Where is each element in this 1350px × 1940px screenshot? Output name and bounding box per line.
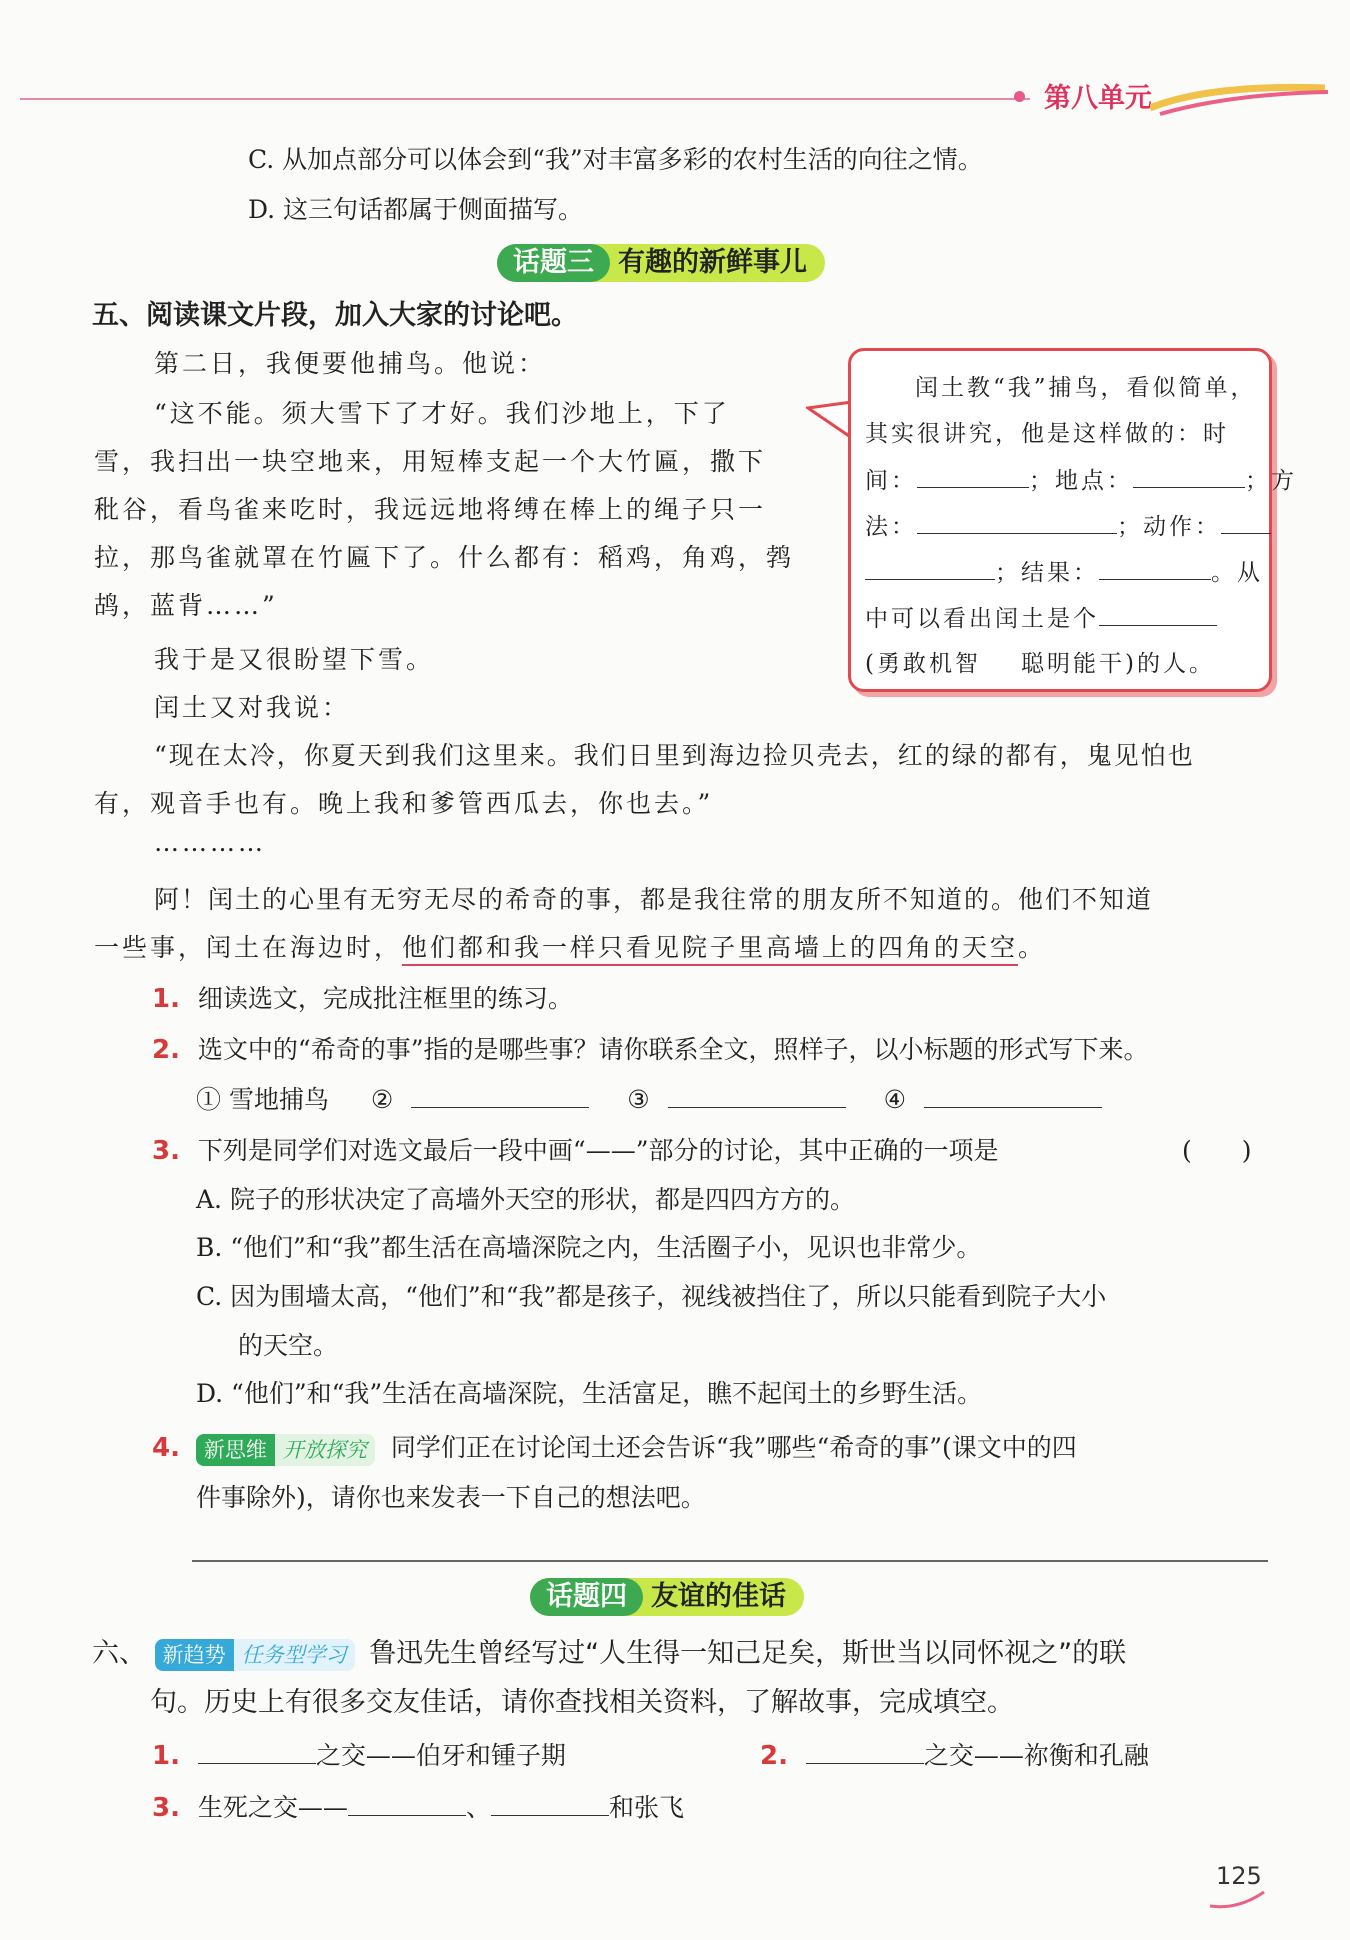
passage-line: 拉，那鸟雀就罩在竹匾下了。什么都有：稻鸡，角鸡，鹁: [94, 543, 795, 572]
section6-badge: [155, 1639, 355, 1671]
fill-3-tail: 和张飞: [608, 1793, 684, 1822]
passage-text: 。: [1018, 933, 1047, 962]
topic3-title: 有趣的新鲜事儿: [618, 247, 807, 278]
passage-line-last: [94, 928, 1046, 964]
badge-primary: 新趋势: [155, 1639, 234, 1671]
q2-item-4-blank[interactable]: [924, 1081, 1102, 1108]
q2-item-2-blank[interactable]: [411, 1081, 589, 1108]
choice-b[interactable]: 聪明能干)的人。: [1020, 651, 1215, 677]
callout-line: 其实很讲究，他是这样做的：时: [865, 421, 1229, 447]
q2-number: 2.: [152, 1035, 180, 1065]
callout-line: [865, 507, 1271, 541]
q4-number: 4.: [152, 1433, 180, 1463]
q3-option-b[interactable]: B. “他们”和“我”都生活在高墙深院之内，生活圈子小，见识也非常少。: [196, 1233, 982, 1262]
fill-3-sep: 、: [465, 1793, 491, 1822]
q3-option-c[interactable]: C. 因为围墙太高，“他们”和“我”都是孩子，视线被挡住了，所以只能看到院子大小: [196, 1282, 1107, 1311]
underlined-sentence: 他们都和我一样只看见院子里高墙上的四角的天空: [402, 933, 1018, 966]
q3-option-a[interactable]: A. 院子的形状决定了高墙外天空的形状，都是四四方方的。: [196, 1185, 855, 1214]
callout-label: ；方: [1245, 468, 1297, 494]
fill-2: [760, 1732, 1149, 1780]
time-blank[interactable]: [917, 461, 1029, 488]
page-number-swoosh: [1208, 1888, 1268, 1912]
callout-line: [865, 461, 1297, 495]
q3-answer-paren[interactable]: ( ): [1182, 1136, 1252, 1165]
q4-badge: [196, 1434, 375, 1466]
fill-1-blank[interactable]: [198, 1737, 316, 1764]
passage-line: “这不能。须大雪下了才好。我们沙地上，下了: [154, 399, 730, 428]
badge-secondary: 开放探究: [275, 1434, 375, 1466]
q3-number: 3.: [152, 1136, 180, 1166]
section-divider: [192, 1560, 1268, 1562]
q3-option-d[interactable]: D. “他们”和“我”生活在高墙深院，生活富足，瞧不起闰土的乡野生活。: [196, 1379, 983, 1408]
passage-line: 雪，我扫出一块空地来，用短棒支起一个大竹匾，撒下: [94, 447, 767, 476]
q2-text: 选文中的“希奇的事”指的是哪些事？请你联系全文，照样子，以小标题的形式写下来。: [197, 1035, 1149, 1064]
badge-secondary: 任务型学习: [234, 1639, 355, 1671]
section6-line2: 句。历史上有很多交友佳话，请你查找相关资料，了解故事，完成填空。: [150, 1687, 1014, 1718]
header-dot: [1014, 91, 1025, 102]
q4: [152, 1424, 1077, 1472]
q2-item-3-blank[interactable]: [668, 1081, 846, 1108]
passage-line: 有，观音手也有。晚上我和爹管西瓜去，你也去。”: [94, 789, 714, 818]
callout-label: 法：: [865, 514, 917, 540]
header-line: [20, 98, 1030, 100]
fill-1-text: 之交——伯牙和锺子期: [315, 1741, 566, 1770]
fill-2-number: 2.: [760, 1741, 788, 1771]
callout-line: 闰土教“我”捕鸟，看似简单，: [915, 375, 1257, 401]
q2-items: [196, 1076, 1102, 1124]
topic3-lead: 话题三: [497, 244, 610, 282]
q1-text: 细读选文，完成批注框里的练习。: [197, 984, 573, 1013]
q1: [152, 975, 573, 1023]
callout-line: [865, 553, 1263, 587]
section6-prefix: 六、: [92, 1638, 146, 1669]
topic4-tag: [530, 1578, 804, 1616]
q3: [152, 1127, 999, 1175]
passage-line: 鸪，蓝背……”: [94, 591, 278, 620]
action-blank[interactable]: [1221, 507, 1271, 534]
fill-2-blank[interactable]: [806, 1737, 924, 1764]
option-c: C. 从加点部分可以体会到“我”对丰富多彩的农村生活的向往之情。: [248, 145, 983, 174]
callout-label: ；地点：: [1029, 468, 1133, 494]
q3-text: 下列是同学们对选文最后一段中画“——”部分的讨论，其中正确的一项是: [197, 1136, 999, 1165]
passage-line: 我于是又很盼望下雪。: [154, 645, 435, 674]
callout-line: [865, 599, 1217, 633]
header-swoosh: [1150, 80, 1330, 120]
fill-3-blank-b[interactable]: [491, 1789, 609, 1816]
q2-item-2-label: ②: [370, 1085, 394, 1114]
q1-number: 1.: [152, 984, 180, 1014]
page-number: 125: [1216, 1862, 1262, 1890]
passage-line: 秕谷，看鸟雀来吃时，我远远地将缚在棒上的绳子只一: [94, 495, 767, 524]
topic4-title: 友谊的佳话: [651, 1581, 786, 1612]
character-blank[interactable]: [1099, 599, 1217, 626]
topic3-tag: [497, 244, 825, 282]
annotation-box: [848, 348, 1297, 692]
q4-text: 同学们正在讨论闰土还会告诉“我”哪些“希奇的事”(课文中的四: [390, 1433, 1077, 1462]
callout-label: 间：: [865, 468, 917, 494]
callout-pointer: [806, 398, 854, 448]
passage-line: 阿！闰土的心里有无穷无尽的希奇的事，都是我往常的朋友所不知道的。他们不知道: [154, 885, 1154, 914]
fill-3: [152, 1784, 684, 1832]
q2-item-4-label: ④: [883, 1085, 906, 1114]
passage-line: …………: [154, 828, 266, 857]
choice-a[interactable]: (勇敢机智: [865, 651, 981, 677]
fill-1: [152, 1732, 566, 1780]
section6-text: 鲁迅先生曾经写过“人生得一知己足矣，斯世当以同怀视之”的联: [369, 1638, 1127, 1669]
passage-line: 第二日，我便要他捕鸟。他说：: [154, 349, 547, 378]
badge-primary: 新思维: [196, 1434, 275, 1466]
callout-label: ；结果：: [995, 560, 1099, 586]
fill-2-text: 之交——祢衡和孔融: [923, 1741, 1149, 1770]
passage-text: 一些事，闰土在海边时，: [94, 933, 403, 962]
q2-item-3-label: ③: [627, 1085, 650, 1114]
callout-label: 中可以看出闰土是个: [865, 606, 1099, 632]
callout-label: ；动作：: [1117, 514, 1221, 540]
section6-line1: [92, 1634, 1126, 1674]
callout-label: 。从: [1211, 560, 1263, 586]
fill-3-blank-a[interactable]: [348, 1789, 466, 1816]
passage-line: “现在太冷，你夏天到我们这里来。我们日里到海边捡贝壳去，红的绿的都有，鬼见怕也: [154, 741, 1195, 770]
fill-3-text: 生死之交——: [197, 1793, 348, 1822]
section5-heading: 五、阅读课文片段，加入大家的讨论吧。: [92, 300, 578, 331]
unit-title: 第八单元: [1044, 83, 1152, 114]
fill-1-number: 1.: [152, 1741, 180, 1771]
q3-option-c-cont: 的天空。: [238, 1331, 339, 1360]
place-blank[interactable]: [1133, 461, 1245, 488]
option-d: D. 这三句话都属于侧面描写。: [248, 195, 584, 224]
q2-item-1: ① 雪地捕鸟: [196, 1085, 329, 1114]
q4-text-cont: 件事除外)，请你也来发表一下自己的想法吧。: [196, 1483, 706, 1512]
callout-line: [865, 645, 1215, 678]
method-blank[interactable]: [917, 507, 1117, 534]
topic4-lead: 话题四: [530, 1578, 643, 1616]
fill-3-number: 3.: [152, 1793, 180, 1823]
result-blank[interactable]: [1099, 553, 1211, 580]
action-blank-cont[interactable]: [865, 553, 995, 580]
q2: [152, 1026, 1149, 1074]
passage-line: 闰土又对我说：: [154, 693, 351, 722]
